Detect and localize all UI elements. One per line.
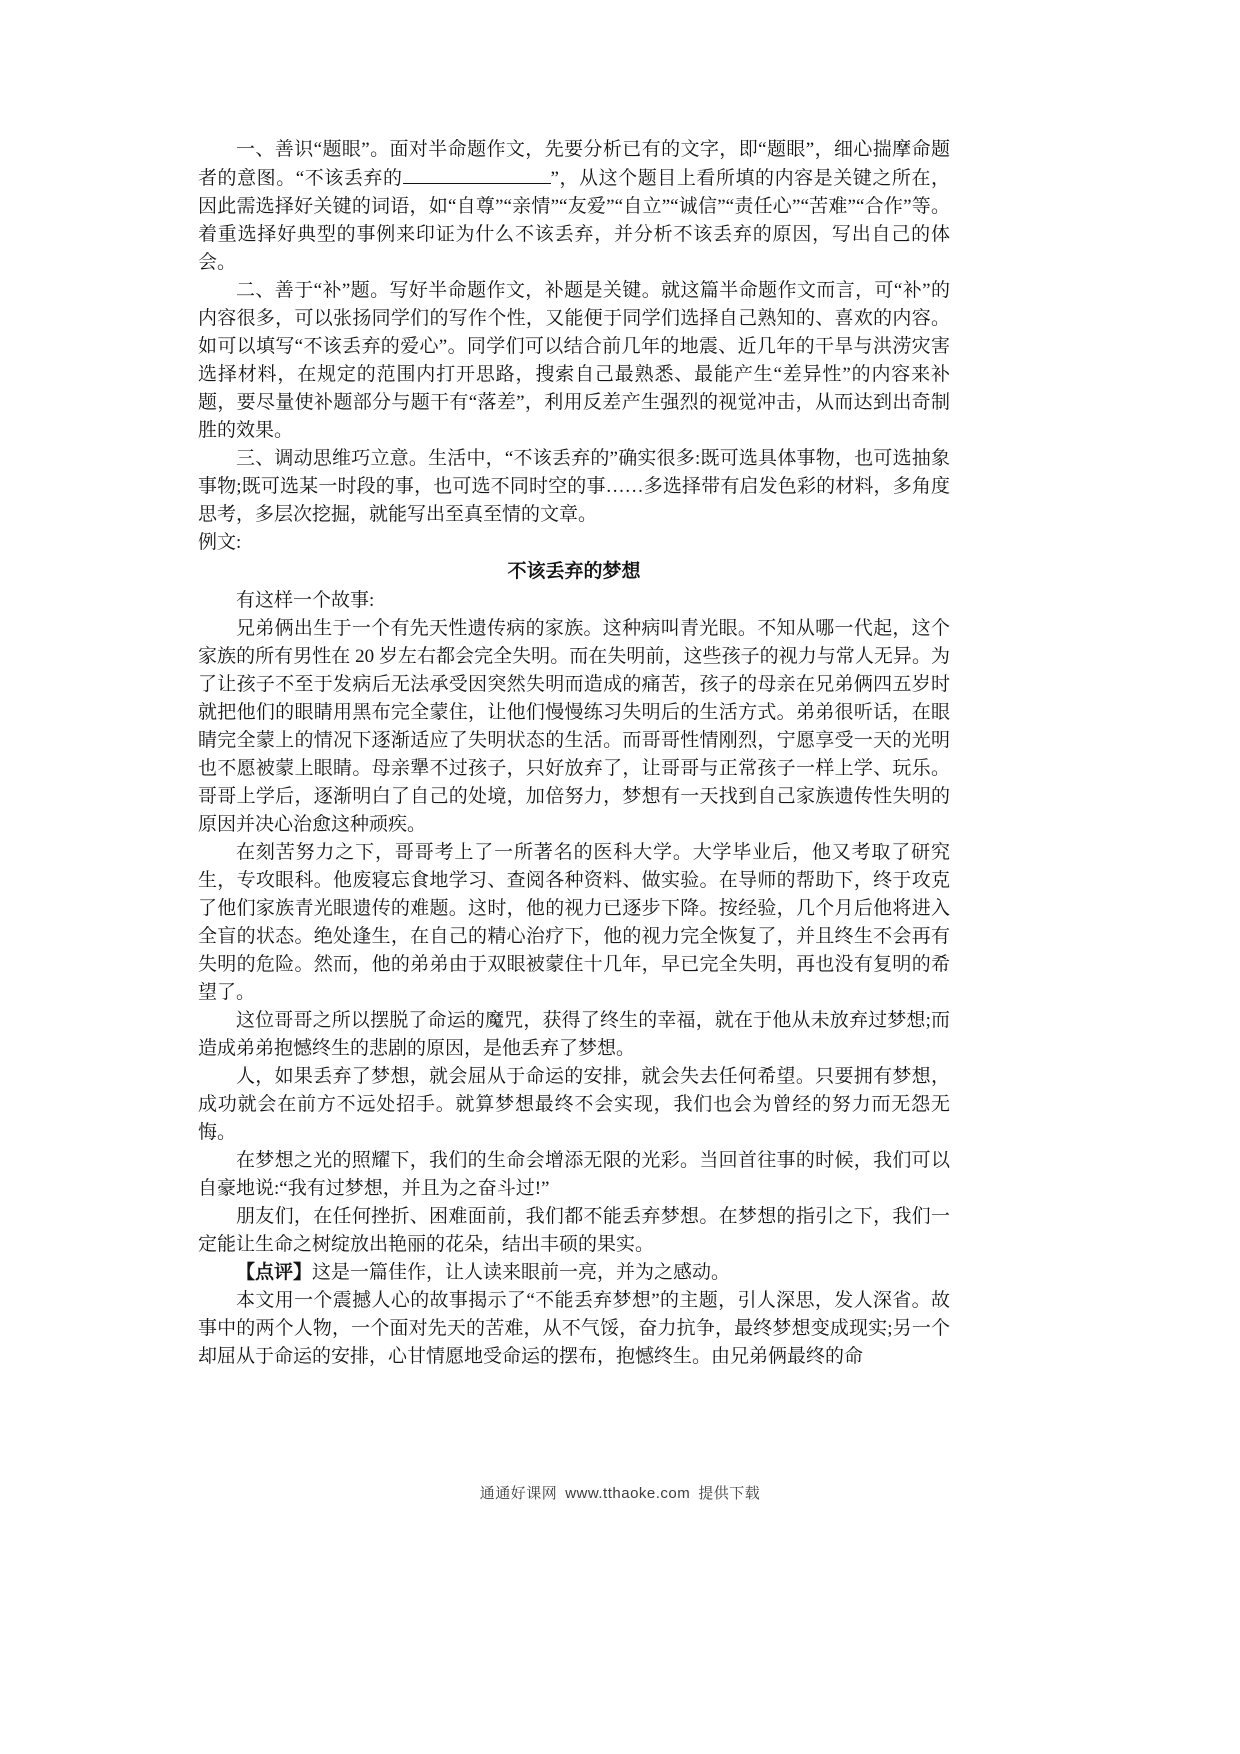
- essay-paragraph-6: 在梦想之光的照耀下，我们的生命会增添无限的光彩。当回首往事的时候，我们可以自豪地说:“我有过梦想，并且为之奋斗过!”: [198, 1150, 950, 1199]
- comment-paragraph: 本文用一个震撼人心的故事揭示了“不能丢弃梦想”的主题，引人深思，发人深省。故事中的两个人物，一个面对先天的苦难，从不气馁，奋力抗争，最终梦想变成现实;另一个却屈从于命运的安排，心甘情愿地受命运的摆布，抱憾终生。由兄弟俩最终的命: [198, 1290, 950, 1367]
- footer-suffix: 提供下载: [698, 1485, 761, 1502]
- footer-url: www.tthaoke.com: [565, 1485, 691, 1502]
- review-text: 这是一篇佳作，让人读来眼前一亮，并为之感动。: [312, 1262, 731, 1283]
- intro-p1-text-after: ”，从这个题目上看所填的内容是关键之所在，因此需选择好关键的词语，如“自尊”“亲情”“友爱”“自立”“诚信”“责任心”“苦难”“合作”等。着重选择好典型的事例来印证为什么不该丢弃，并分析不该丢弃的原因，写出自己的体会。: [198, 168, 950, 273]
- intro-paragraph-2: 二、善于“补”题。写好半命题作文，补题是关键。就这篇半命题作文而言，可“补”的内容很多，可以张扬同学们的写作个性，又能便于同学们选择自己熟知的、喜欢的内容。如可以填写“不该丢弃的爱心”。同学们可以结合前几年的地震、近几年的干旱与洪涝灾害选择材料，在规定的范围内打开思路，搜索自己最熟悉、最能产生“差异性”的内容来补题，要尽量使补题部分与题干有“落差”，利用反差产生强烈的视觉冲击，从而达到出奇制胜的效果。: [198, 280, 950, 441]
- review-label: 【点评】: [236, 1262, 313, 1283]
- document-body: [198, 136, 950, 1371]
- essay-paragraph-5: 人，如果丢弃了梦想，就会屈从于命运的安排，就会失去任何希望。只要拥有梦想，成功就会在前方不远处招手。就算梦想最终不会实现，我们也会为曾经的努力而无怨无悔。: [198, 1066, 950, 1143]
- intro-paragraph-1: [198, 136, 950, 277]
- essay-paragraph-4: 这位哥哥之所以摆脱了命运的魔咒，获得了终生的幸福，就在于他从未放弃过梦想;而造成弟弟抱憾终生的悲剧的原因，是他丢弃了梦想。: [198, 1010, 950, 1059]
- review-paragraph: [198, 1259, 950, 1287]
- intro-paragraph-3: 三、调动思维巧立意。生活中，“不该丢弃的”确实很多:既可选具体事物，也可选抽象事物;既可选某一时段的事，也可选不同时空的事……多选择带有启发色彩的材料，多角度思考，多层次挖掘，就能写出至真至情的文章。: [198, 448, 950, 525]
- essay-paragraph-2: 兄弟俩出生于一个有先天性遗传病的家族。这种病叫青光眼。不知从哪一代起，这个家族的所有男性在 20 岁左右都会完全失明。而在失明前，这些孩子的视力与常人无异。为了让孩子不至于发病后无法承受因突然失明而造成的痛苦，孩子的母亲在兄弟俩四五岁时就把他们的眼睛用黑布完全蒙住，让他们慢慢练习失明后的生活方式。弟弟很听话，在眼睛完全蒙上的情况下逐渐适应了失明状态的生活。而哥哥性情刚烈，宁愿享受一天的光明也不愿被蒙上眼睛。母亲犟不过孩子，只好放弃了，让哥哥与正常孩子一样上学、玩乐。哥哥上学后，逐渐明白了自己的处境，加倍努力，梦想有一天找到自己家族遗传性失明的原因并决心治愈这种顽疾。: [198, 618, 950, 835]
- essay-title: 不该丢弃的梦想: [507, 561, 641, 582]
- essay-paragraph-7: 朋友们，在任何挫折、困难面前，我们都不能丢弃梦想。在梦想的指引之下，我们一定能让生命之树绽放出艳丽的花朵，结出丰硕的果实。: [198, 1206, 950, 1255]
- essay-paragraph-1: 有这样一个故事:: [236, 590, 375, 611]
- page-footer: [0, 1482, 1240, 1503]
- example-label: 例文:: [198, 532, 242, 553]
- fill-in-blank-underline: [403, 164, 551, 184]
- essay-paragraph-3: 在刻苦努力之下，哥哥考上了一所著名的医科大学。大学毕业后，他又考取了研究生，专攻眼科。他废寝忘食地学习、查阅各种资料、做实验。在导师的帮助下，终于攻克了他们家族青光眼遗传的难题。这时，他的视力已逐步下降。按经验，几个月后他将进入全盲的状态。绝处逢生，在自己的精心治疗下，他的视力完全恢复了，并且终生不会再有失明的危险。然而，他的弟弟由于双眼被蒙住十几年，早已完全失明，再也没有复明的希望了。: [198, 842, 950, 1003]
- footer-site-name: 通通好课网: [479, 1485, 558, 1502]
- intro-p1-text-before: 一、善识“题眼”。面对半命题作文，先要分析已有的文字，即“题眼”，细心揣摩命题者的意图。“不该丢弃的: [198, 139, 950, 189]
